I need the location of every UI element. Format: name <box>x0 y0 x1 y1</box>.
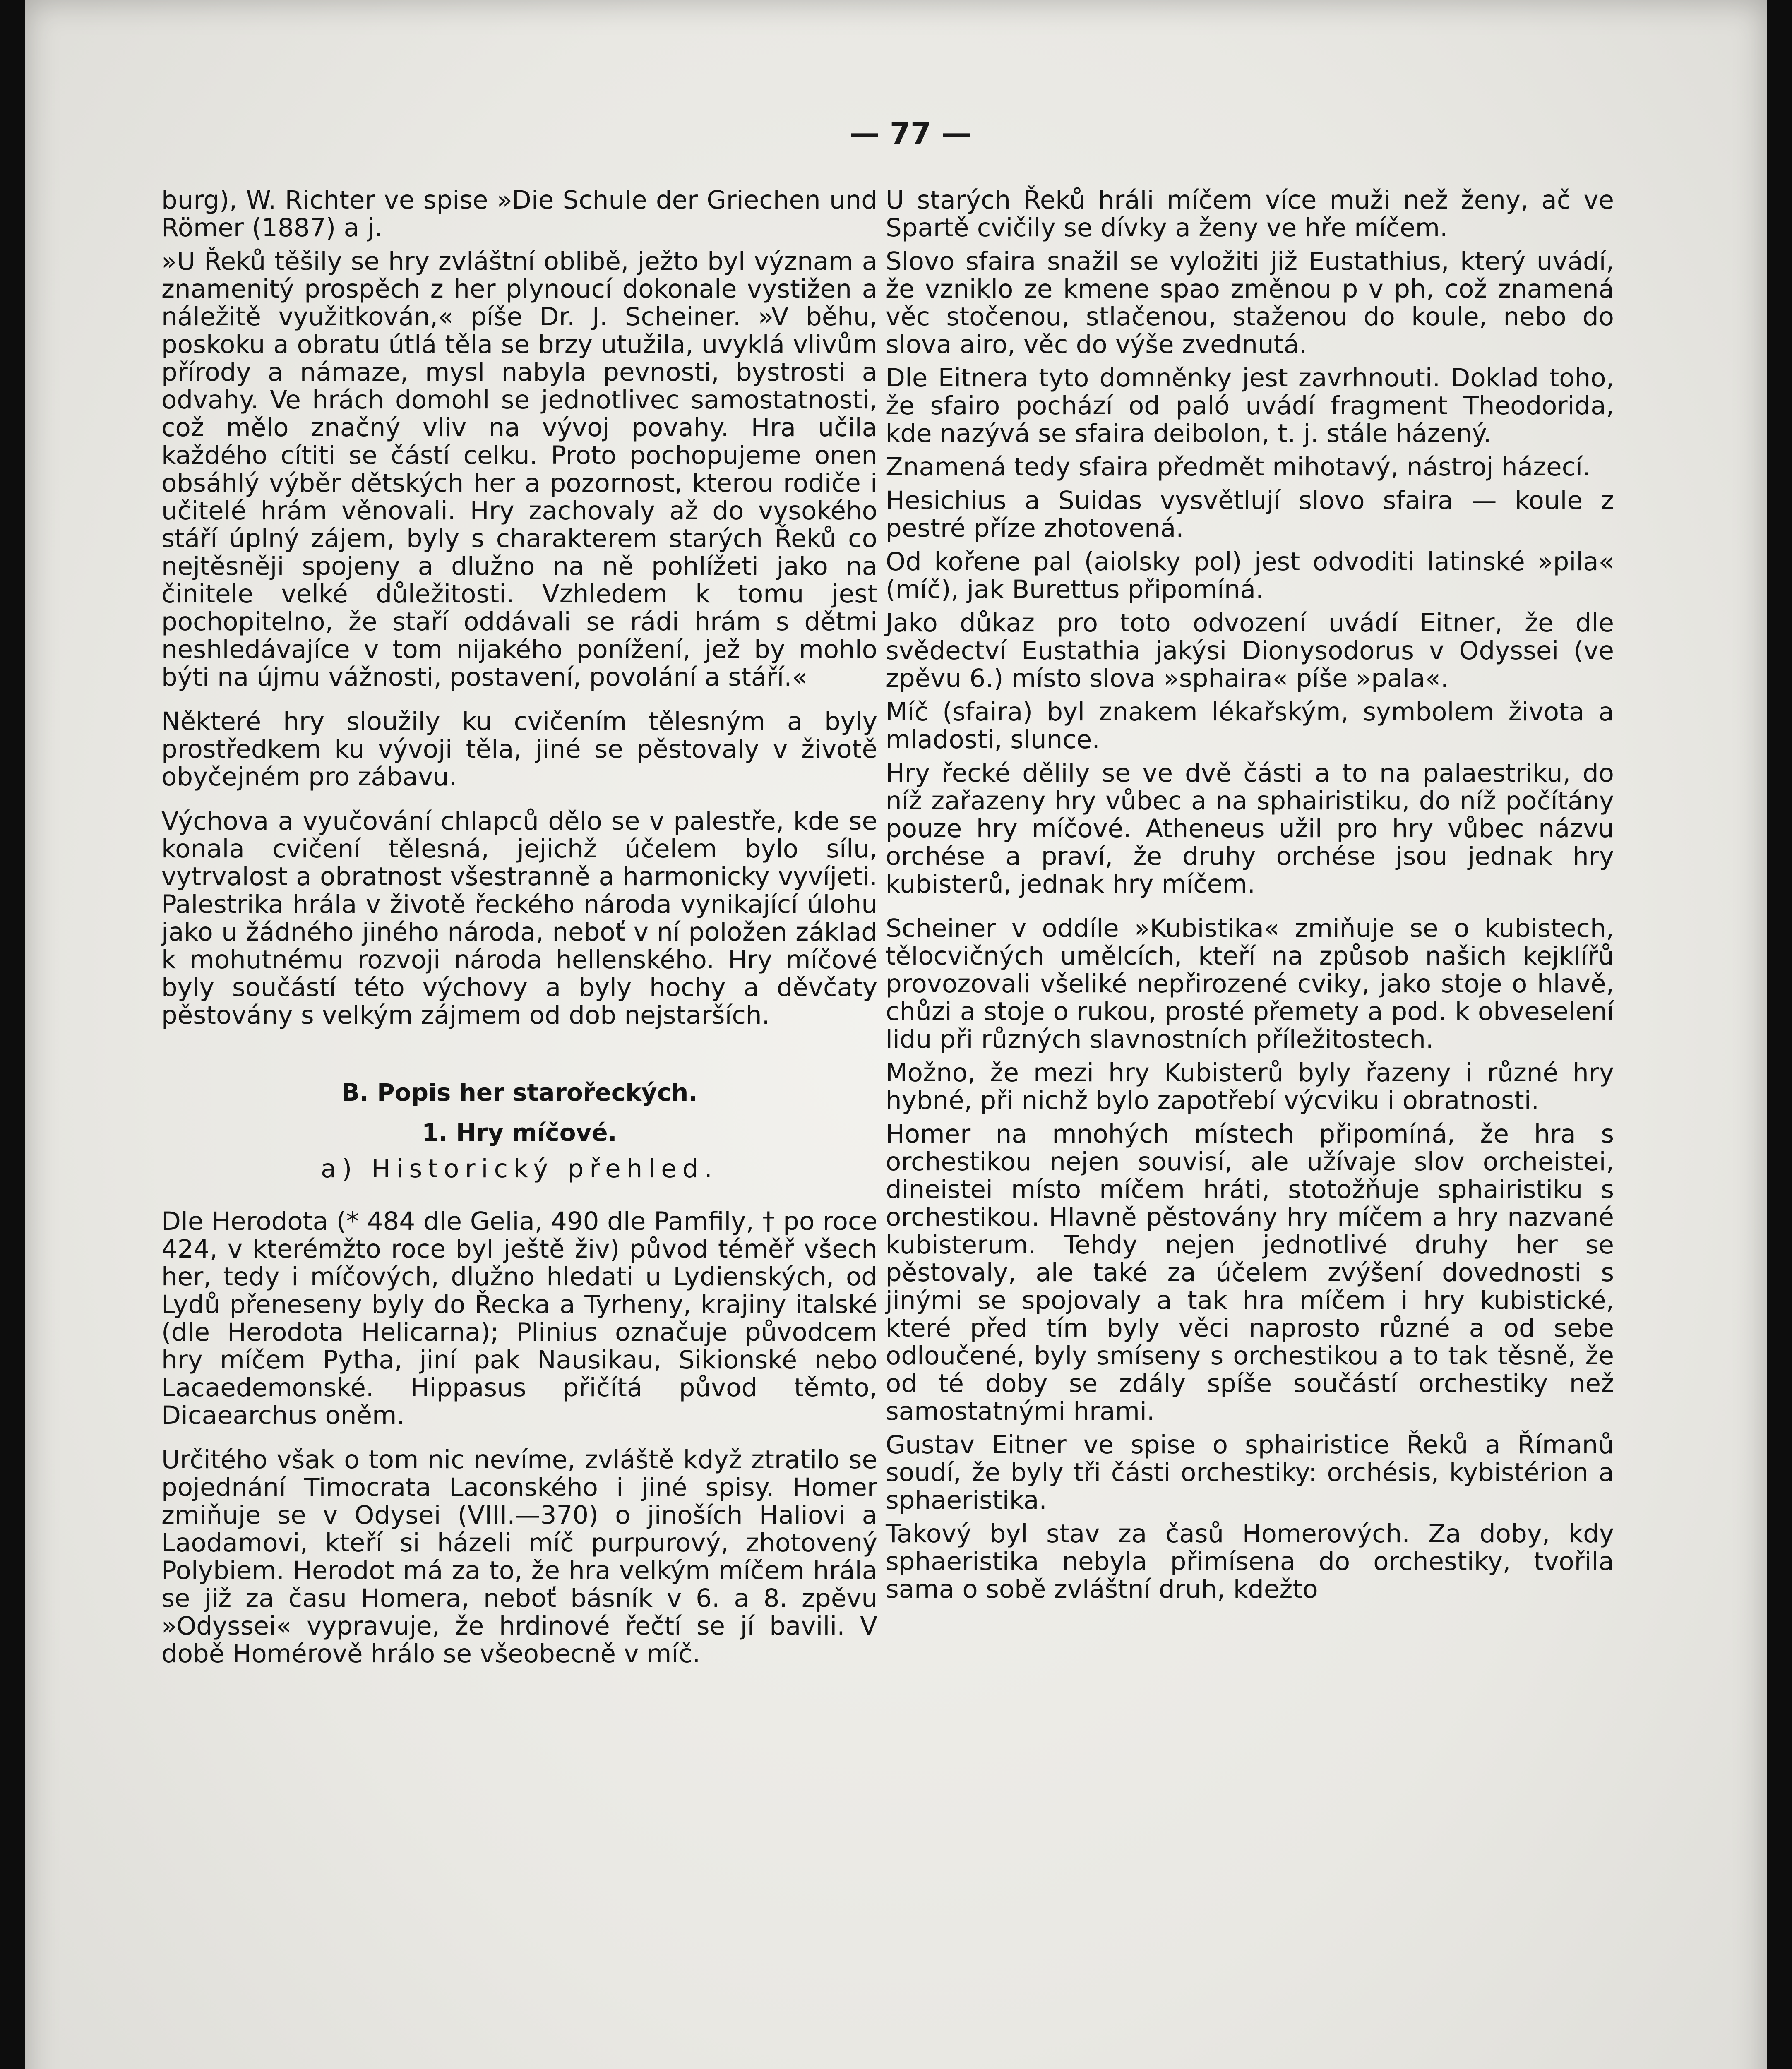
paragraph: Scheiner v oddíle »Kubistika« zmiňuje se o kubistech, tělocvičných umělcích, kteří na způsob našich kejklířů provozovali všeliké nepřirozené cviky, jako stoje o hlavě, chůzi a stoje o rukou, prosté přemety a pod. k obveselení lidu při různých slavnostních příležitostech. <box>886 914 1614 1054</box>
right-column <box>886 186 1614 1609</box>
paragraph: Znamená tedy sfaira předmět mihotavý, nástroj házecí. <box>886 452 1591 482</box>
paragraph: Hesichius a Suidas vysvětlují slovo sfaira — koule z pestré příze zhotovená. <box>886 486 1614 543</box>
page-number: — 77 — <box>849 116 972 151</box>
paragraph: Takový byl stav za časů Homerových. Za doby, kdy sphaeristika nebyla přimísena do orchestiky, tvořila sama o sobě zvláštní druh, kdežto <box>886 1519 1614 1604</box>
paragraph: Slovo sfaira snažil se vyložiti již Eustathius, který uvádí, že vzniklo ze kmene spao změnou p v ph, což znamená věc stočenou, stlačenou, staženou do koule, nebo do slova airo, věc do výše zvednutá. <box>886 247 1614 359</box>
paragraph: Některé hry sloužily ku cvičením tělesným a byly prostředkem ku vývoji těla, jiné se pěstovaly v životě obyčejném pro zábavu. <box>161 707 877 792</box>
paragraph: Míč (sfaira) byl znakem lékařským, symbolem života a mladosti, slunce. <box>886 697 1614 754</box>
paragraph: Jako důkaz pro toto odvození uvádí Eitner, že dle svědectví Eustathia jakýsi Dionysodorus v Odyssei (ve zpěvu 6.) místo slova »sphaira« píše »pala«. <box>886 608 1614 693</box>
scanned-page <box>25 0 1767 2069</box>
paragraph: U starých Řeků hráli míčem více muži než ženy, ač ve Spartě cvičily se dívky a ženy ve hře míčem. <box>886 185 1614 242</box>
paragraph: Výchova a vyučování chlapců dělo se v palestře, kde se konala cvičení tělesná, jejichž účelem bylo sílu, vytrvalost a obratnost všestranně a harmonicky vyvíjeti. Palestrika hrála v životě řeckého národa vynikající úlohu jako u žádného jiného národa, neboť v ní položen základ k mohutnému rozvoji národa hellenského. Hry míčové byly součástí této výchovy a byly hochy a děvčaty pěstovány s velkým zájmem od dob nejstarších. <box>161 806 877 1030</box>
paragraph: Gustav Eitner ve spise o sphairistice Řeků a Římanů soudí, že byly tři části orchestiky: orchésis, kybistérion a sphaeristika. <box>886 1430 1614 1515</box>
subsection-heading: 1. Hry míčové. <box>422 1119 617 1147</box>
paragraph: Dle Herodota (* 484 dle Gelia, 490 dle Pamfily, † po roce 424, v kterémžto roce byl ještě živ) původ téměř všech her, tedy i míčových, dlužno hledati u Lydienských, od Lydů přeneseny byly do Řecka a Tyrheny, krajiny italské (dle Herodota Helicarna); Plinius označuje původcem hry míčem Pytha, jiní pak Nausikau, Sikionské nebo Lacaedemonské. Hippasus přičítá původ těmto, Dicaearchus oněm. <box>161 1207 877 1430</box>
subsubsection-heading: a) Historický přehled. <box>321 1154 718 1183</box>
paragraph: Hry řecké dělily se ve dvě části a to na palaestriku, do níž zařazeny hry vůbec a na sphairistiku, do níž počítány pouze hry míčové. Atheneus užil pro hry vůbec názvu orchése a praví, že druhy orchése jsou jednak hry kubisterů, jednak hry míčem. <box>886 758 1614 899</box>
section-heading: B. Popis her starořeckých. <box>341 1078 698 1107</box>
paragraph: Od kořene pal (aiolsky pol) jest odvoditi latinské »pila« (míč), jak Burettus připomíná. <box>886 547 1614 604</box>
paragraph: burg), W. Richter ve spise »Die Schule der Griechen und Römer (1887) a j. <box>161 185 877 242</box>
paragraph: Určitého však o tom nic nevíme, zvláště když ztratilo se pojednání Timocrata Laconského i jiné spisy. Homer zmiňuje se v Odysei (VIII.—370) o jinoších Haliovi a Laodamovi, kteří si házeli míč purpurový, zhotovený Polybiem. Herodot má za to, že hra velkým míčem hrála se již za času Homera, neboť básník v 6. a 8. zpěvu »Odyssei« vypravuje, že hrdinové řečtí se jí bavili. V době Homérově hrálo se všeobecně v míč. <box>161 1445 877 1668</box>
paragraph: Dle Eitnera tyto domněnky jest zavrhnouti. Doklad toho, že sfairo pochází od paló uvádí fragment Theodorida, kde nazývá se sfaira deibolon, t. j. stále házený. <box>886 363 1614 448</box>
left-column <box>161 186 877 1673</box>
paragraph: »U Řeků těšily se hry zvláštní oblibě, ježto byl význam a znamenitý prospěch z her plynoucí dokonale vystižen a náležitě využitkován,« píše Dr. J. Scheiner. »V běhu, poskoku a obratu útlá těla se brzy utužila, uvyklá vlivům přírody a námaze, mysl nabyla pevnosti, bystrosti a odvahy. Ve hrách domohl se jednotlivec samostatnosti, což mělo značný vliv na vývoj povahy. Hra učila každého cítiti se částí celku. Proto pochopujeme onen obsáhlý výběr dětských her a pozornost, kterou rodiče i učitelé hrám věnovali. Hry zachovaly až do vysokého stáří úplný zájem, byly s charakterem starých Řeků co nejtěsněji spojeny a dlužno na ně pohlížeti jako na činitele velké důležitosti. Vzhledem k tomu jest pochopitelno, že staří oddávali se rádi hrám s dětmi neshledávajíce v tom nijakého ponížení, jež by mohlo býti na újmu vážnosti, postavení, povolání a stáří.« <box>161 247 877 692</box>
paragraph: Homer na mnohých místech připomíná, že hra s orchestikou nejen souvisí, ale užívaje slov orcheistei, dineistei místo míčem hráti, stotožňuje sphairistiku s orchestikou. Hlavně pěstovány hry míčem a hry nazvané kubisterum. Tehdy nejen jednotlivé druhy her se pěstovaly, ale také za účelem zvýšení dovednosti s jinými se spojovaly a tak hra míčem i hry kubistické, které před tím byly věci naprosto různé a od sebe odloučené, byly smíseny s orchestikou a to tak těsně, že od té doby se zdály spíše součástí orchestiky než samostatnými hrami. <box>886 1119 1614 1426</box>
paragraph: Možno, že mezi hry Kubisterů byly řazeny i různé hry hybné, při nichž bylo zapotřebí výcviku i obratnosti. <box>886 1058 1614 1115</box>
